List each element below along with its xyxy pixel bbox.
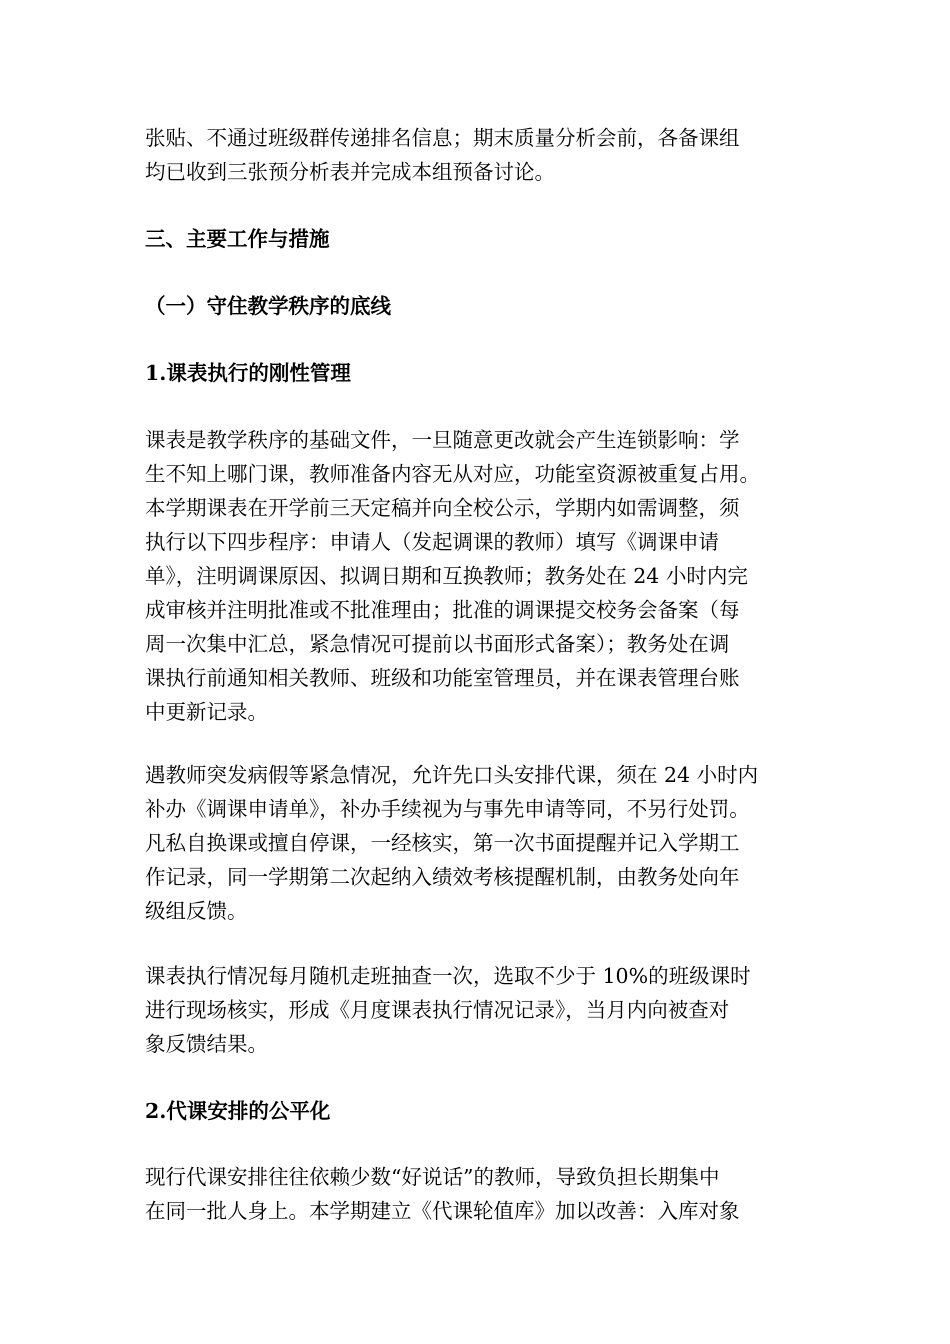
paragraph-line: 级组反馈。 [145,899,248,923]
paragraph-line: 象反馈结果。 [145,1032,268,1056]
intro-paragraph [145,121,805,189]
paragraph-line: 凡私自换课或擅自停课，一经核实，第一次书面提醒并记入学期工 [145,831,740,855]
paragraph-line: 张贴、不通过班级群传递排名信息；期末质量分析会前，各备课组 [145,126,740,150]
item2-heading: 2.代课安排的公平化 [145,1099,331,1123]
paragraph-line: 现行代课安排往往依赖少数“好说话”的教师，导致负担长期集中 [145,1165,720,1189]
paragraph-line: 遇教师突发病假等紧急情况，允许先口头安排代课，须在 24 小时内 [145,763,759,787]
paragraph-line: 课执行前通知相关教师、班级和功能室管理员，并在课表管理台账 [145,666,740,690]
section-heading: 三、主要工作与措施 [145,227,330,251]
paragraph-line: 本学期课表在开学前三天定稿并向全校公示，学期内如需调整，须 [145,496,740,520]
paragraph-line: 课表是教学秩序的基础文件，一旦随意更改就会产生连锁影响：学 [145,428,740,452]
paragraph-line: 中更新记录。 [145,700,268,724]
paragraph-line: 在同一批人身上。本学期建立《代课轮值库》加以改善：入库对象 [145,1199,740,1223]
paragraph-line: 周一次集中汇总，紧急情况可提前以书面形式备案）；教务处在调 [145,632,730,656]
paragraph-emergency [145,758,805,928]
paragraph-line: 单》，注明调课原因、拟调日期和互换教师；教务处在 24 小时内完 [145,564,748,588]
paragraph-line: 补办《调课申请单》，补办手续视为与事先申请等同，不另行处罚。 [145,797,750,821]
paragraph-line: 均已收到三张预分析表并完成本组预备讨论。 [145,160,555,184]
paragraph-line: 成审核并注明批准或不批准理由；批准的调课提交校务会备案（每 [145,598,740,622]
subsection-heading: （一）守住教学秩序的底线 [145,294,391,318]
paragraph-line: 生不知上哪门课，教师准备内容无从对应，功能室资源被重复占用。 [145,462,760,486]
paragraph-monthly-check [145,959,805,1061]
paragraph-line: 进行现场核实，形成《月度课表执行情况记录》，当月内向被查对 [145,998,730,1022]
paragraph-line: 执行以下四步程序：申请人（发起调课的教师）填写《调课申请 [145,530,719,554]
paragraph-line: 作记录，同一学期第二次起纳入绩效考核提醒机制，由教务处向年 [145,865,740,889]
paragraph-substitute [145,1160,805,1228]
paragraph-schedule-rules [145,423,805,729]
item1-heading: 1.课表执行的刚性管理 [145,361,351,385]
paragraph-line: 课表执行情况每月随机走班抽查一次，选取不少于 10%的班级课时 [145,964,751,988]
